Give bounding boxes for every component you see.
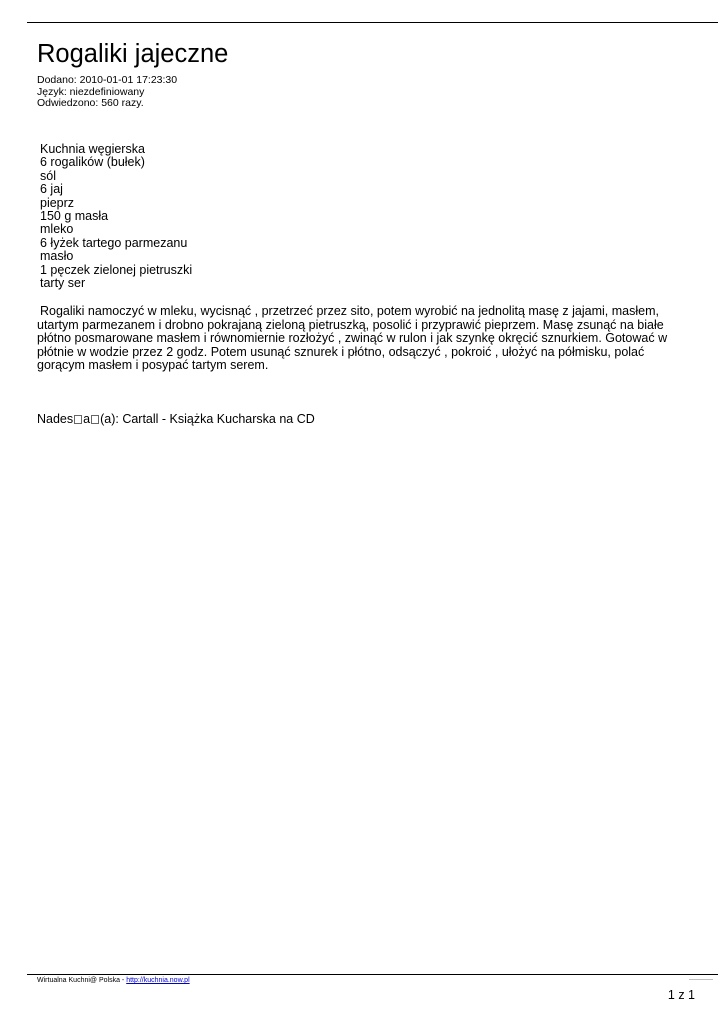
list-item: 6 jaj — [40, 182, 63, 197]
sender-label-middle: a — [83, 412, 91, 426]
language: Język: niezdefiniowany — [37, 85, 145, 98]
ingredients-list — [40, 143, 192, 290]
missing-glyph-icon — [91, 415, 99, 424]
list-item: Kuchnia węgierska — [40, 142, 145, 156]
list-item: 6 rogalików (bułek) — [40, 155, 145, 170]
list-item: 6 łyżek tartego parmezanu — [40, 235, 188, 250]
preparation-method: Rogaliki namoczyć w mleku, wycisnąć , przetrzeć przez sito, potem wyrobić na jednolitą masę z jajami, masłem, utartym parmezanem i drobno pokrajaną zieloną pietruszką, posolić i przyprawić pieprzem. Masę zsunąć na białe płótno posmarowane masłem i równomiernie rozłożyć , zwinąć w rulon i jak szynkę okręcić sznurkiem. Gotować w płótnie w wodzie przez 2 godz. Potem usunąć sznurek i płótno, odsączyć , pokroić , ułożyć na półmisku, polać gorącym masłem i posypać tartym serem. — [37, 304, 668, 372]
footer-link[interactable]: http://kuchnia.now.pl — [126, 977, 190, 984]
list-item: mleko — [40, 222, 74, 237]
page-number: 1 z 1 — [667, 988, 695, 1002]
list-item: tarty ser — [40, 276, 86, 291]
added-date: Dodano: 2010-01-01 17:23:30 — [37, 74, 178, 86]
sender-label-end: (a): Cartall - Książka Kucharska na CD — [100, 412, 315, 426]
missing-glyph-icon — [74, 415, 82, 424]
bottom-rule — [27, 974, 718, 975]
sender-line — [37, 412, 315, 426]
visit-count: Odwiedzono: 560 razy. — [37, 97, 144, 109]
sender-label-start: Nades — [37, 412, 74, 426]
footer — [37, 976, 190, 985]
list-item: 150 g masła — [40, 209, 109, 224]
footer-tiny-mark: ▬▬▬▬▬▬▬▬ — [689, 977, 713, 981]
footer-site-name: Wirtualna Kuchni@ Polska - — [37, 977, 127, 984]
list-item: pieprz — [40, 195, 75, 210]
list-item: sól — [40, 168, 56, 183]
list-item: 1 pęczek zielonej pietruszki — [40, 262, 193, 277]
top-rule — [27, 22, 718, 23]
list-item: masło — [40, 249, 74, 264]
recipe-meta — [37, 75, 177, 110]
recipe-title: Rogaliki jajeczne — [37, 40, 229, 68]
